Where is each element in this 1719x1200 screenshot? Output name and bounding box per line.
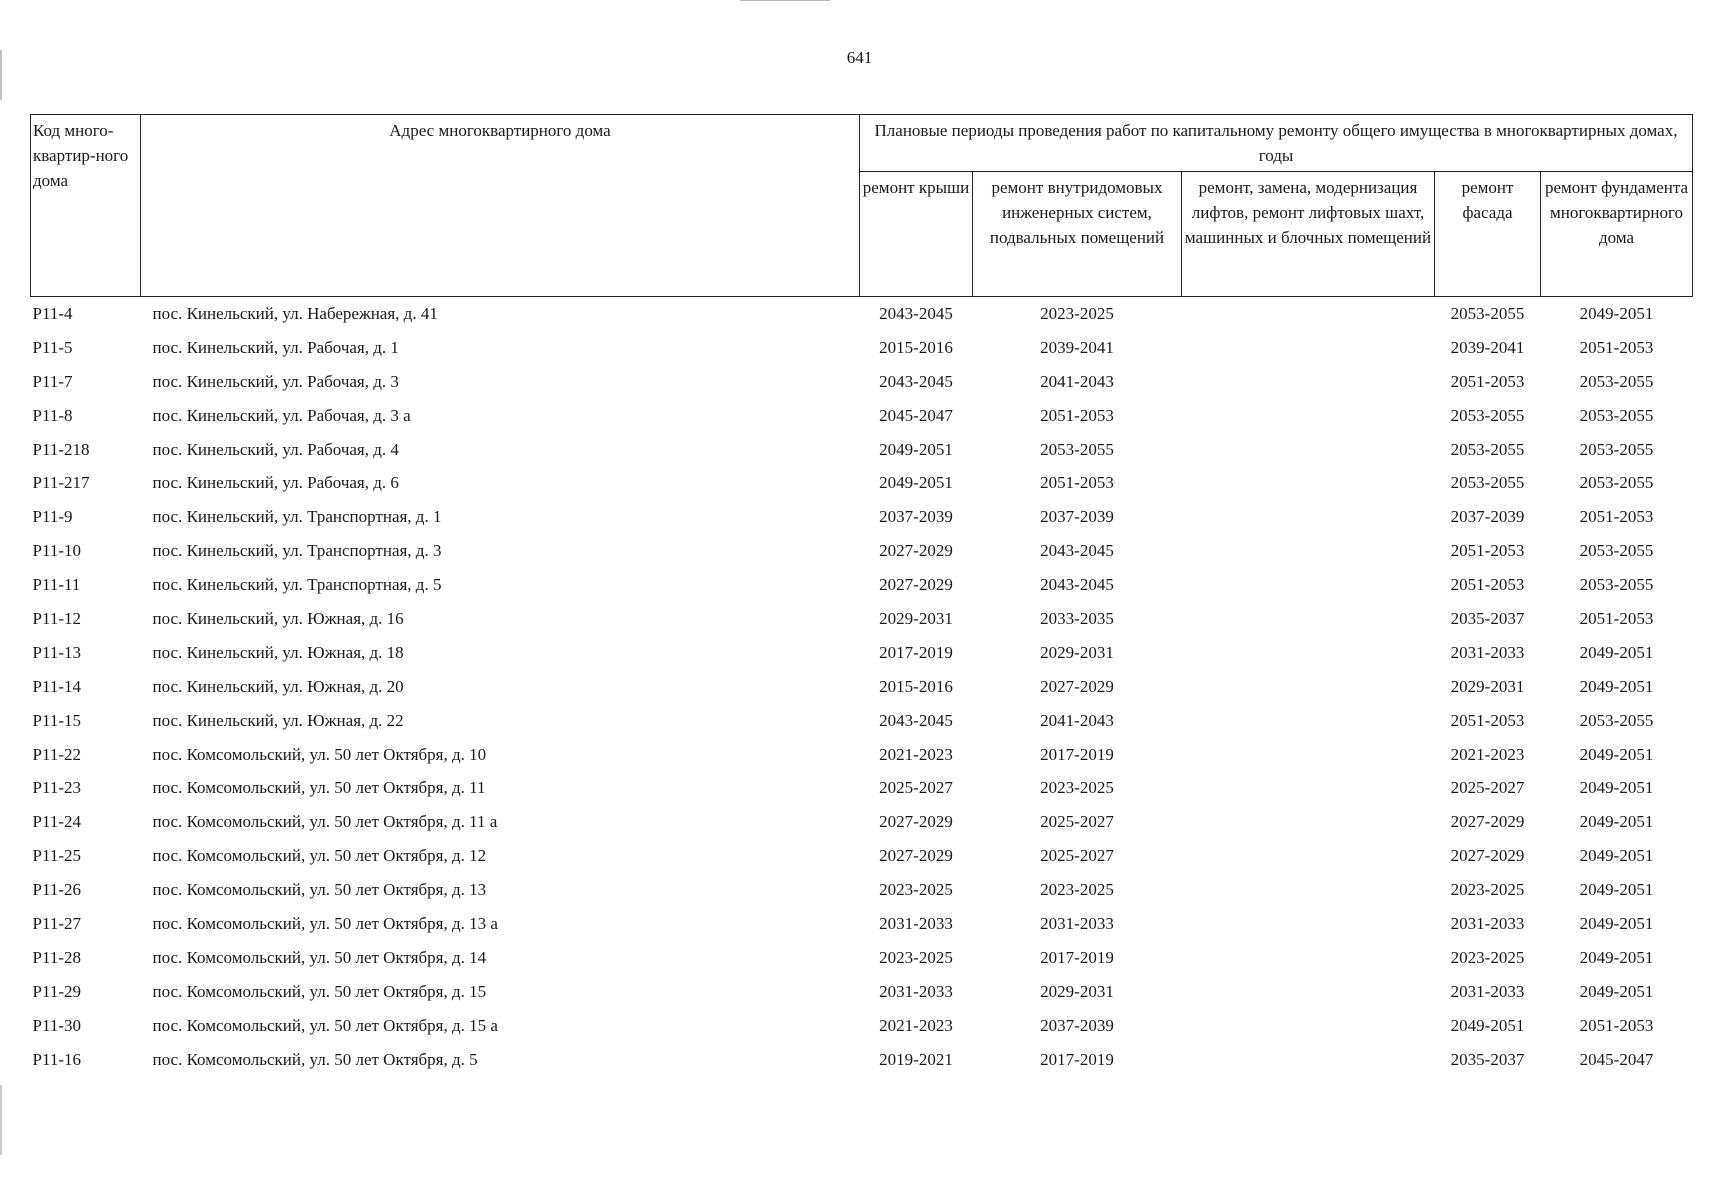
scan-artifact-top [740,0,830,1]
cell-elevators [1182,602,1435,636]
cell-elevators [1182,1043,1435,1077]
cell-roof: 2049-2051 [879,473,953,493]
cell-code: P11-22 [32,744,81,764]
cell-elevators [1182,738,1435,772]
cell-engineering: 2023-2025 [1040,880,1114,900]
cell-facade: 2049-2051 [1450,1015,1525,1035]
cell-address: пос. Комсомольский, ул. 50 лет Октября, д. 10 [152,744,487,764]
cell-address: пос. Кинельский, ул. Южная, д. 20 [152,676,404,696]
table-row [31,670,1693,704]
cell-code: P11-13 [32,642,81,662]
table-row [31,466,1693,500]
table-row [31,636,1693,670]
cell-roof: 2027-2029 [879,812,953,832]
cell-engineering: 2051-2053 [1040,473,1114,493]
cell-engineering: 2017-2019 [1040,744,1114,764]
cell-address: пос. Комсомольский, ул. 50 лет Октября, д. 13 [152,880,487,900]
cell-elevators [1182,771,1435,805]
cell-code: P11-4 [32,303,73,323]
table-header [31,115,1693,297]
cell-engineering: 2037-2039 [1040,1015,1114,1035]
cell-foundation: 2053-2055 [1579,575,1654,595]
cell-foundation: 2053-2055 [1579,710,1654,730]
table-row [31,839,1693,873]
cell-elevators [1182,636,1435,670]
table-row [31,433,1693,467]
cell-address: пос. Комсомольский, ул. 50 лет Октября, д. 5 [152,1049,478,1069]
cell-engineering: 2043-2045 [1040,541,1114,561]
page-number: 641 [846,48,873,67]
table-row [31,805,1693,839]
cell-roof: 2023-2025 [879,947,953,967]
cell-code: P11-10 [32,541,81,561]
cell-address: пос. Кинельский, ул. Рабочая, д. 1 [152,337,399,357]
header-elevators: ремонт, замена, модернизация лифтов, ремонт лифтовых шахт, машинных и блочных помещений [1182,172,1435,297]
cell-facade: 2051-2053 [1450,541,1525,561]
cell-foundation: 2049-2051 [1579,846,1654,866]
cell-facade: 2027-2029 [1450,812,1525,832]
cell-facade: 2023-2025 [1450,880,1525,900]
cell-facade: 2035-2037 [1450,608,1525,628]
cell-roof: 2029-2031 [879,608,953,628]
table-row [31,1043,1693,1077]
cell-code: P11-8 [32,405,73,425]
cell-foundation: 2053-2055 [1579,541,1654,561]
cell-foundation: 2053-2055 [1579,439,1654,459]
cell-address: пос. Комсомольский, ул. 50 лет Октября, д. 11 а [152,812,498,832]
cell-elevators [1182,975,1435,1009]
cell-roof: 2027-2029 [879,541,953,561]
table-row [31,975,1693,1009]
cell-engineering: 2017-2019 [1040,1049,1114,1069]
cell-address: пос. Кинельский, ул. Южная, д. 22 [152,710,404,730]
cell-foundation: 2053-2055 [1579,371,1654,391]
cell-code: P11-30 [32,1015,81,1035]
cell-foundation: 2049-2051 [1579,676,1654,696]
cell-roof: 2031-2033 [879,981,953,1001]
cell-roof: 2023-2025 [879,880,953,900]
cell-facade: 2053-2055 [1450,303,1525,323]
table-row [31,399,1693,433]
cell-roof: 2015-2016 [879,337,953,357]
cell-facade: 2021-2023 [1450,744,1525,764]
cell-elevators [1182,297,1435,331]
table-row [31,771,1693,805]
cell-facade: 2035-2037 [1450,1049,1525,1069]
cell-elevators [1182,1009,1435,1043]
cell-facade: 2051-2053 [1450,371,1525,391]
cell-facade: 2031-2033 [1450,981,1525,1001]
cell-foundation: 2049-2051 [1579,880,1654,900]
cell-facade: 2029-2031 [1450,676,1525,696]
cell-address: пос. Кинельский, ул. Южная, д. 18 [152,642,404,662]
header-periods-group: Плановые периоды проведения работ по капитальному ремонту общего имущества в многоквартирных домах, годы [860,115,1693,172]
table-row [31,331,1693,365]
scan-artifact-left-top [0,50,2,100]
cell-engineering: 2023-2025 [1040,303,1114,323]
table-row [31,704,1693,738]
cell-code: P11-5 [32,337,73,357]
cell-address: пос. Кинельский, ул. Транспортная, д. 5 [152,575,442,595]
cell-code: P11-28 [32,947,81,967]
cell-elevators [1182,534,1435,568]
header-facade: ремонт фасада [1435,172,1541,297]
cell-roof: 2017-2019 [879,642,953,662]
cell-roof: 2045-2047 [879,405,953,425]
table-row [31,365,1693,399]
cell-facade: 2027-2029 [1450,846,1525,866]
table-row [31,500,1693,534]
cell-engineering: 2025-2027 [1040,812,1114,832]
cell-foundation: 2049-2051 [1579,947,1654,967]
cell-foundation: 2045-2047 [1579,1049,1654,1069]
cell-code: P11-11 [32,575,81,595]
cell-facade: 2039-2041 [1450,337,1525,357]
cell-code: P11-7 [32,371,73,391]
table-row [31,738,1693,772]
cell-engineering: 2037-2039 [1040,507,1114,527]
cell-elevators [1182,839,1435,873]
cell-roof: 2021-2023 [879,1015,953,1035]
table-body [31,297,1693,1077]
cell-engineering: 2025-2027 [1040,846,1114,866]
cell-elevators [1182,466,1435,500]
cell-facade: 2053-2055 [1450,473,1525,493]
cell-foundation: 2049-2051 [1579,981,1654,1001]
cell-roof: 2037-2039 [879,507,953,527]
cell-code: P11-9 [32,507,73,527]
cell-code: P11-217 [32,473,90,493]
table-row [31,568,1693,602]
cell-roof: 2043-2045 [879,303,953,323]
header-code: Код много-квартир-ного дома [31,115,141,297]
cell-elevators [1182,433,1435,467]
cell-roof: 2049-2051 [879,439,953,459]
cell-roof: 2027-2029 [879,575,953,595]
cell-elevators [1182,907,1435,941]
header-foundation: ремонт фундамента многоквартирного дома [1541,172,1693,297]
cell-roof: 2043-2045 [879,710,953,730]
header-engineering: ремонт внутридомовых инженерных систем, подвальных помещений [973,172,1182,297]
cell-foundation: 2049-2051 [1579,778,1654,798]
cell-address: пос. Кинельский, ул. Рабочая, д. 3 [152,371,399,391]
cell-engineering: 2029-2031 [1040,981,1114,1001]
cell-address: пос. Кинельский, ул. Южная, д. 16 [152,608,404,628]
cell-engineering: 2039-2041 [1040,337,1114,357]
cell-facade: 2051-2053 [1450,575,1525,595]
cell-foundation: 2049-2051 [1579,642,1654,662]
cell-facade: 2053-2055 [1450,439,1525,459]
cell-address: пос. Кинельский, ул. Рабочая, д. 6 [152,473,399,493]
cell-engineering: 2051-2053 [1040,405,1114,425]
cell-code: P11-26 [32,880,81,900]
cell-engineering: 2023-2025 [1040,778,1114,798]
cell-facade: 2037-2039 [1450,507,1525,527]
header-roof: ремонт крыши [860,172,973,297]
cell-engineering: 2029-2031 [1040,642,1114,662]
cell-elevators [1182,500,1435,534]
table-row [31,907,1693,941]
cell-facade: 2031-2033 [1450,913,1525,933]
cell-code: P11-24 [32,812,81,832]
table-row [31,534,1693,568]
cell-foundation: 2051-2053 [1579,507,1654,527]
cell-address: пос. Кинельский, ул. Транспортная, д. 1 [152,507,442,527]
cell-roof: 2015-2016 [879,676,953,696]
cell-foundation: 2053-2055 [1579,473,1654,493]
cell-foundation: 2049-2051 [1579,303,1654,323]
cell-engineering: 2033-2035 [1040,608,1114,628]
cell-facade: 2053-2055 [1450,405,1525,425]
cell-foundation: 2051-2053 [1579,337,1654,357]
capital-repair-table [30,114,1693,1076]
cell-address: пос. Кинельский, ул. Набережная, д. 41 [152,303,438,323]
cell-engineering: 2017-2019 [1040,947,1114,967]
table-row [31,941,1693,975]
cell-roof: 2027-2029 [879,846,953,866]
cell-address: пос. Комсомольский, ул. 50 лет Октября, д. 13 а [152,913,498,933]
cell-roof: 2025-2027 [879,778,953,798]
cell-address: пос. Комсомольский, ул. 50 лет Октября, д. 12 [152,846,487,866]
cell-code: P11-15 [32,710,81,730]
table-row [31,873,1693,907]
cell-code: P11-16 [32,1049,81,1069]
cell-code: P11-23 [32,778,81,798]
cell-facade: 2031-2033 [1450,642,1525,662]
cell-engineering: 2027-2029 [1040,676,1114,696]
cell-address: пос. Комсомольский, ул. 50 лет Октября, д. 15 [152,981,487,1001]
cell-address: пос. Комсомольский, ул. 50 лет Октября, д. 14 [152,947,487,967]
cell-code: P11-12 [32,608,81,628]
cell-foundation: 2053-2055 [1579,405,1654,425]
table-row [31,602,1693,636]
cell-roof: 2031-2033 [879,913,953,933]
cell-address: пос. Комсомольский, ул. 50 лет Октября, д. 15 а [152,1015,498,1035]
cell-engineering: 2053-2055 [1040,439,1114,459]
cell-address: пос. Комсомольский, ул. 50 лет Октября, д. 11 [152,778,486,798]
cell-engineering: 2041-2043 [1040,710,1114,730]
table-row [31,1009,1693,1043]
cell-elevators [1182,805,1435,839]
cell-address: пос. Кинельский, ул. Транспортная, д. 3 [152,541,442,561]
cell-engineering: 2031-2033 [1040,913,1114,933]
cell-roof: 2021-2023 [879,744,953,764]
cell-foundation: 2051-2053 [1579,608,1654,628]
cell-code: P11-14 [32,676,81,696]
scan-artifact-left-bottom [0,1085,2,1155]
cell-engineering: 2041-2043 [1040,371,1114,391]
cell-elevators [1182,568,1435,602]
cell-elevators [1182,941,1435,975]
cell-foundation: 2049-2051 [1579,744,1654,764]
cell-foundation: 2051-2053 [1579,1015,1654,1035]
table-row [31,297,1693,331]
cell-roof: 2019-2021 [879,1049,953,1069]
cell-foundation: 2049-2051 [1579,812,1654,832]
cell-engineering: 2043-2045 [1040,575,1114,595]
cell-facade: 2051-2053 [1450,710,1525,730]
cell-elevators [1182,399,1435,433]
cell-foundation: 2049-2051 [1579,913,1654,933]
cell-facade: 2025-2027 [1450,778,1525,798]
cell-facade: 2023-2025 [1450,947,1525,967]
cell-code: P11-27 [32,913,81,933]
cell-elevators [1182,873,1435,907]
header-address: Адрес многоквартирного дома [141,115,860,297]
cell-code: P11-218 [32,439,90,459]
cell-elevators [1182,365,1435,399]
cell-code: P11-25 [32,846,81,866]
cell-elevators [1182,704,1435,738]
cell-elevators [1182,670,1435,704]
cell-address: пос. Кинельский, ул. Рабочая, д. 3 а [152,405,411,425]
cell-address: пос. Кинельский, ул. Рабочая, д. 4 [152,439,399,459]
cell-elevators [1182,331,1435,365]
cell-roof: 2043-2045 [879,371,953,391]
cell-code: P11-29 [32,981,81,1001]
